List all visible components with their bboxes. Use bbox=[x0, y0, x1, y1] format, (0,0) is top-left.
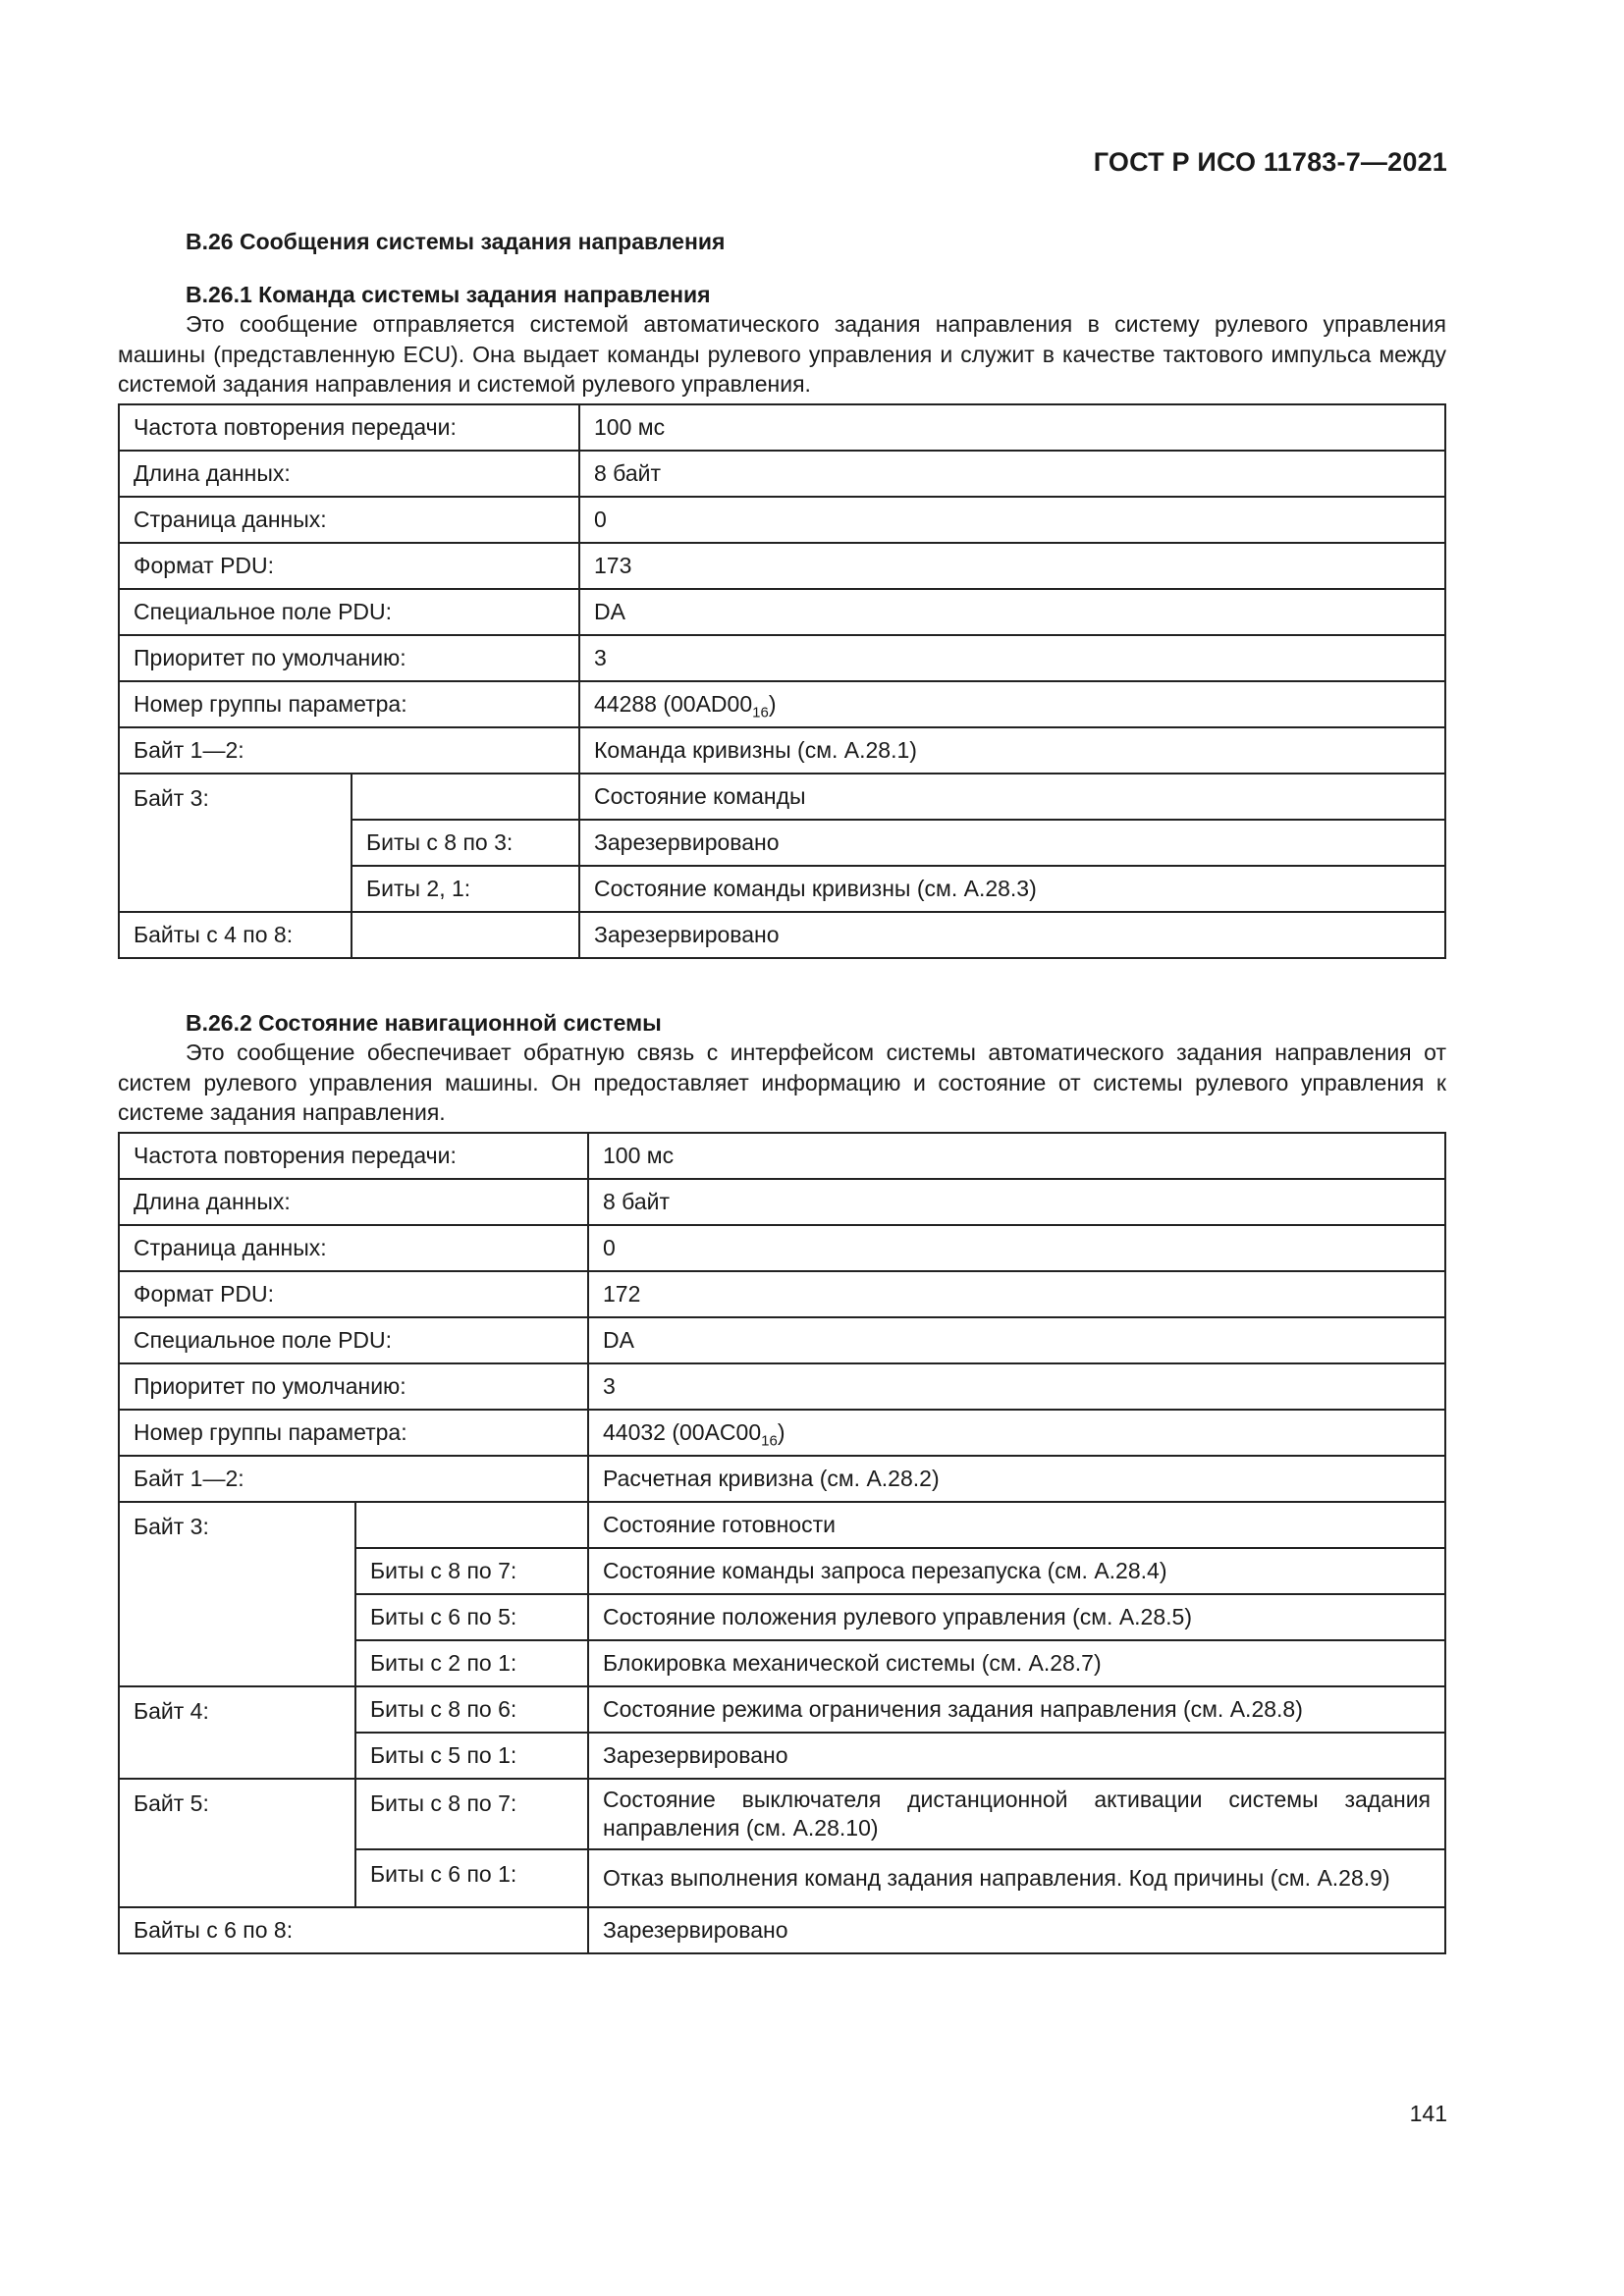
table-row bbox=[119, 912, 1445, 958]
row-value: Зарезервировано bbox=[579, 820, 1445, 866]
row-label: Байт 3: bbox=[119, 1502, 355, 1686]
row-label: Байт 1—2: bbox=[119, 727, 579, 774]
row-label: Страница данных: bbox=[119, 1225, 588, 1271]
row-value: 8 байт bbox=[579, 451, 1445, 497]
row-label: Номер группы параметра: bbox=[119, 681, 579, 727]
table-row bbox=[119, 774, 1445, 820]
row-value: Блокировка механической системы (см. А.28.7) bbox=[588, 1640, 1445, 1686]
row-label: Страница данных: bbox=[119, 497, 579, 543]
pgn-close: ) bbox=[777, 1418, 785, 1445]
row-label: Байты с 4 по 8: bbox=[119, 912, 352, 958]
row-value: 3 bbox=[579, 635, 1445, 681]
bits-cell: Биты с 6 по 5: bbox=[355, 1594, 588, 1640]
bits-cell: Биты с 8 по 6: bbox=[355, 1686, 588, 1733]
pgn-close: ) bbox=[768, 690, 777, 717]
table-row bbox=[119, 1779, 1445, 1849]
row-value: 0 bbox=[588, 1225, 1445, 1271]
subsection-1-heading: В.26.1 Команда системы задания направления bbox=[186, 282, 711, 307]
row-value: 8 байт bbox=[588, 1179, 1445, 1225]
row-value: 172 bbox=[588, 1271, 1445, 1317]
row-label: Длина данных: bbox=[119, 451, 579, 497]
row-value: Зарезервировано bbox=[588, 1907, 1445, 1953]
pgn-subscript: 16 bbox=[752, 704, 769, 721]
table-row bbox=[119, 543, 1445, 589]
row-label: Номер группы параметра: bbox=[119, 1410, 588, 1456]
row-value: Состояние готовности bbox=[588, 1502, 1445, 1548]
row-label: Приоритет по умолчанию: bbox=[119, 1363, 588, 1410]
table-row bbox=[119, 635, 1445, 681]
table-row bbox=[119, 1410, 1445, 1456]
subsection-2 bbox=[118, 1008, 1446, 1954]
row-value: 100 мс bbox=[588, 1133, 1445, 1179]
bits-cell: Биты 2, 1: bbox=[352, 866, 579, 912]
pgn-value: 44032 (00AC00 bbox=[603, 1418, 762, 1445]
table-row bbox=[119, 1686, 1445, 1733]
row-value: Состояние режима ограничения задания направления (см. А.28.8) bbox=[588, 1686, 1445, 1733]
row-value: Отказ выполнения команд задания направления. Код причины (см. А.28.9) bbox=[588, 1849, 1445, 1907]
row-value: 173 bbox=[579, 543, 1445, 589]
row-value: Состояние команды кривизны (см. А.28.3) bbox=[579, 866, 1445, 912]
page-number: 141 bbox=[1409, 2101, 1447, 2126]
table-row bbox=[119, 1271, 1445, 1317]
subsection-2-text: Это сообщение обеспечивает обратную связь с интерфейсом системы автоматического задания направления от систем рулевого управления машины. Он предоставляет информацию и состояние от системы рулевого управления к системе задания направления. bbox=[118, 1040, 1446, 1125]
table-row bbox=[119, 727, 1445, 774]
row-value: Зарезервировано bbox=[588, 1733, 1445, 1779]
document-id: ГОСТ Р ИСО 11783-7—2021 bbox=[1093, 147, 1447, 177]
row-value: Состояние команды запроса перезапуска (см. А.28.4) bbox=[588, 1548, 1445, 1594]
pgn-value: 44288 (00AD00 bbox=[594, 690, 753, 717]
row-label: Длина данных: bbox=[119, 1179, 588, 1225]
table-row bbox=[119, 681, 1445, 727]
row-label: Байт 4: bbox=[119, 1686, 355, 1779]
table-row bbox=[119, 1363, 1445, 1410]
table-row bbox=[119, 589, 1445, 635]
table-row bbox=[119, 1179, 1445, 1225]
row-value: Команда кривизны (см. А.28.1) bbox=[579, 727, 1445, 774]
row-label: Байт 3: bbox=[119, 774, 352, 912]
bits-cell bbox=[355, 1502, 588, 1548]
row-label: Байты с 6 по 8: bbox=[119, 1907, 588, 1953]
row-value: Состояние положения рулевого управления (см. А.28.5) bbox=[588, 1594, 1445, 1640]
bits-cell: Биты с 8 по 3: bbox=[352, 820, 579, 866]
table-row bbox=[119, 1456, 1445, 1502]
bits-cell bbox=[352, 912, 579, 958]
table-row bbox=[119, 404, 1445, 451]
row-value: DA bbox=[579, 589, 1445, 635]
table-row bbox=[119, 497, 1445, 543]
row-value bbox=[588, 1410, 1445, 1456]
pgn-subscript: 16 bbox=[761, 1432, 778, 1450]
status-table bbox=[118, 1132, 1446, 1954]
bits-cell: Биты с 8 по 7: bbox=[355, 1779, 588, 1849]
row-value: Состояние команды bbox=[579, 774, 1445, 820]
row-value: Расчетная кривизна (см. А.28.2) bbox=[588, 1456, 1445, 1502]
section-title: В.26 Сообщения системы задания направления bbox=[186, 229, 726, 254]
row-value: 0 bbox=[579, 497, 1445, 543]
row-value: 3 bbox=[588, 1363, 1445, 1410]
row-value: 100 мс bbox=[579, 404, 1445, 451]
row-value bbox=[579, 681, 1445, 727]
row-label: Формат PDU: bbox=[119, 543, 579, 589]
subsection-1-text: Это сообщение отправляется системой автоматического задания направления в систему рулевого управления машины (представленную ECU). Она выдает команды рулевого управления и служит в качестве тактового импульса между системой задания направления и системой рулевого управления. bbox=[118, 311, 1446, 397]
bits-cell: Биты с 8 по 7: bbox=[355, 1548, 588, 1594]
row-label: Специальное поле PDU: bbox=[119, 589, 579, 635]
row-label: Приоритет по умолчанию: bbox=[119, 635, 579, 681]
row-label: Байт 5: bbox=[119, 1779, 355, 1907]
command-table bbox=[118, 403, 1446, 959]
subsection-2-heading: В.26.2 Состояние навигационной системы bbox=[186, 1010, 662, 1036]
row-label: Частота повторения передачи: bbox=[119, 404, 579, 451]
table-row bbox=[119, 1907, 1445, 1953]
table-row bbox=[119, 1317, 1445, 1363]
subsection-1 bbox=[118, 280, 1446, 959]
row-label: Байт 1—2: bbox=[119, 1456, 588, 1502]
row-value: DA bbox=[588, 1317, 1445, 1363]
bits-cell bbox=[352, 774, 579, 820]
row-label: Специальное поле PDU: bbox=[119, 1317, 588, 1363]
table-row bbox=[119, 1133, 1445, 1179]
table-row bbox=[119, 1502, 1445, 1548]
row-value: Зарезервировано bbox=[579, 912, 1445, 958]
bits-cell: Биты с 2 по 1: bbox=[355, 1640, 588, 1686]
row-label: Формат PDU: bbox=[119, 1271, 588, 1317]
table-row bbox=[119, 1225, 1445, 1271]
bits-cell: Биты с 6 по 1: bbox=[355, 1849, 588, 1907]
row-value: Состояние выключателя дистанционной активации системы задания направления (см. А.28.10) bbox=[588, 1779, 1445, 1849]
bits-cell: Биты с 5 по 1: bbox=[355, 1733, 588, 1779]
row-label: Частота повторения передачи: bbox=[119, 1133, 588, 1179]
table-row bbox=[119, 451, 1445, 497]
